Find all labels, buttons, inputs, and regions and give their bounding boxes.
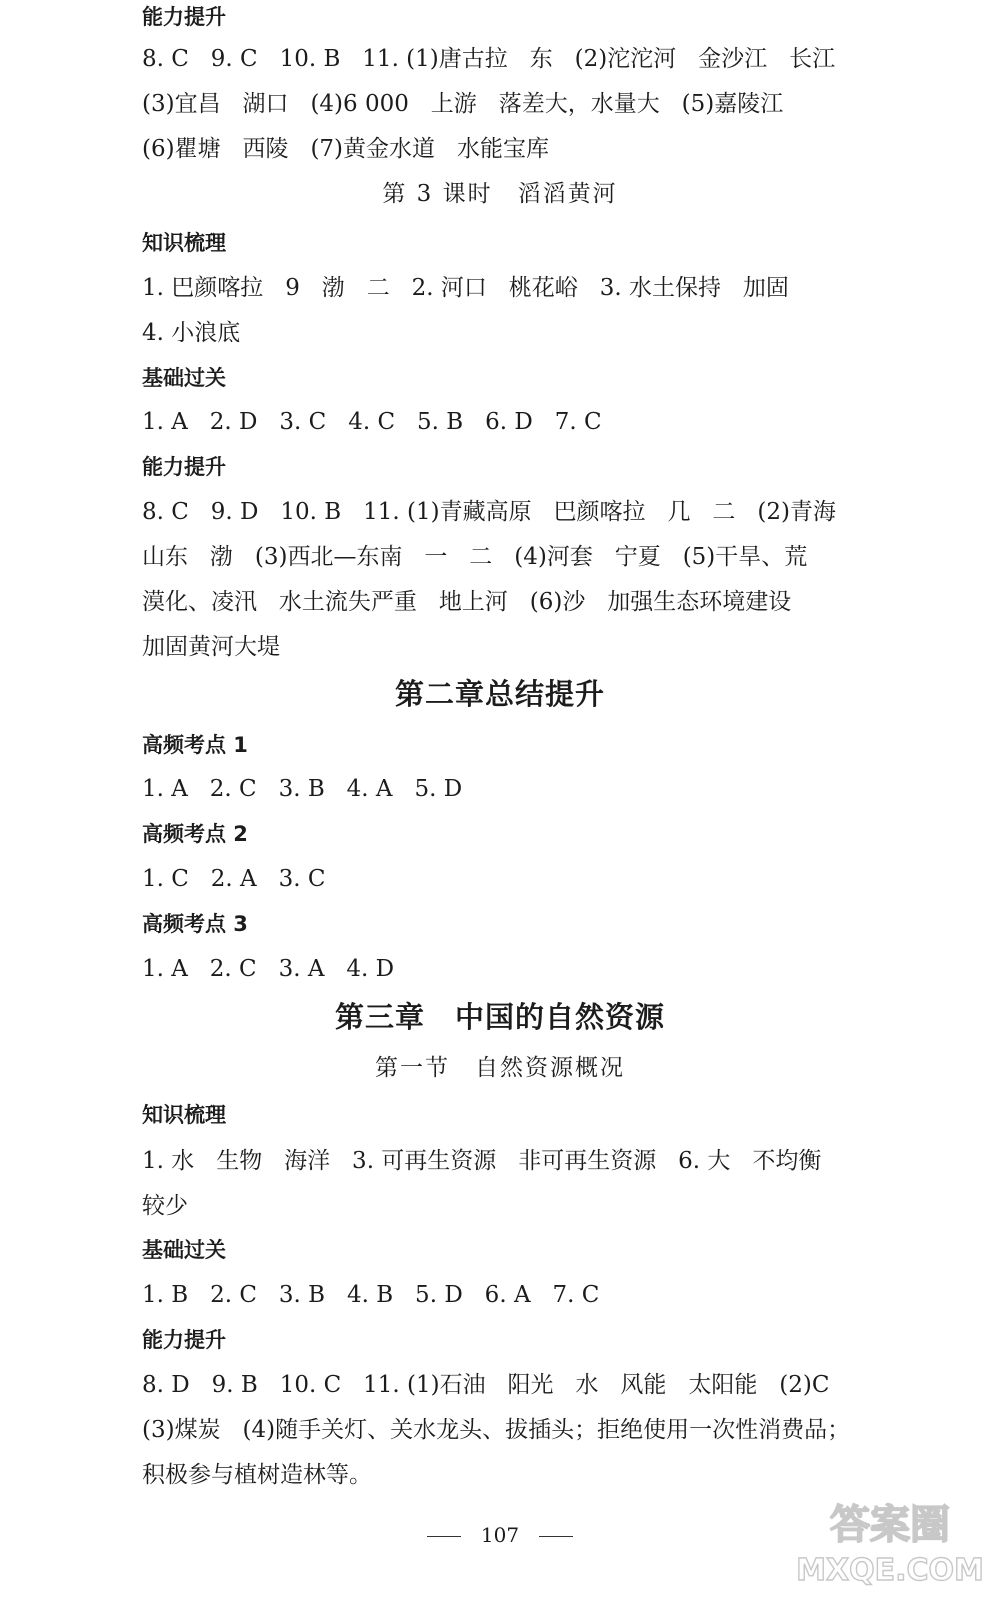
answer-line: 积极参与植树造林等。	[142, 1462, 372, 1488]
answer-line: (6)瞿塘 西陵 (7)黄金水道 水能宝库	[142, 136, 549, 162]
answer-line: 1. 巴颜喀拉 9 渤 二 2. 河口 桃花峪 3. 水土保持 加固	[142, 275, 789, 301]
answer-line: 1. A 2. C 3. A 4. D	[142, 956, 395, 982]
section-heading: 能力提升	[142, 1328, 226, 1352]
page-number: 107	[480, 1523, 520, 1547]
section-heading: 能力提升	[142, 5, 226, 29]
answer-line: (3)煤炭 (4)随手关灯、关水龙头、拔插头；拒绝使用一次性消费品；	[142, 1417, 851, 1443]
answer-line: 漠化、凌汛 水土流失严重 地上河 (6)沙 加强生态环境建设	[142, 589, 792, 615]
answer-line: 8. D 9. B 10. C 11. (1)石油 阳光 水 风能 太阳能 (2)C	[142, 1372, 830, 1398]
chapter-title: 第二章总结提升	[394, 677, 605, 711]
lesson-title: 第 3 课时 滔滔黄河	[382, 181, 618, 207]
answer-line: 1. A 2. C 3. B 4. A 5. D	[142, 776, 463, 802]
answer-line: 4. 小浪底	[142, 320, 241, 346]
section-title: 第一节 自然资源概况	[375, 1055, 625, 1081]
answer-line: (3)宜昌 湖口 (4)6 000 上游 落差大，水量大 (5)嘉陵江	[142, 91, 784, 117]
answer-line: 山东 渤 (3)西北—东南 一 二 (4)河套 宁夏 (5)干旱、荒	[142, 544, 808, 570]
section-heading: 能力提升	[142, 455, 226, 479]
watermark-logo	[795, 1488, 985, 1588]
answer-line: 8. C 9. D 10. B 11. (1)青藏高原 巴颜喀拉 几 二 (2)青海	[142, 499, 836, 525]
answer-line: 加固黄河大堤	[142, 634, 280, 660]
answer-line: 1. 水 生物 海洋 3. 可再生资源 非可再生资源 6. 大 不均衡	[142, 1148, 822, 1174]
footer-rule-right	[539, 1536, 573, 1537]
answer-line: 1. C 2. A 3. C	[142, 866, 326, 892]
section-heading: 高频考点 3	[142, 912, 248, 936]
section-heading: 基础过关	[142, 1238, 226, 1262]
watermark-text-bottom: MXQE.COM	[796, 1553, 984, 1588]
answer-line: 1. A 2. D 3. C 4. C 5. B 6. D 7. C	[142, 409, 602, 435]
section-heading: 知识梳理	[142, 1103, 226, 1127]
footer-rule-left	[427, 1536, 461, 1537]
section-heading: 高频考点 2	[142, 822, 248, 846]
section-heading: 基础过关	[142, 366, 226, 390]
answer-line: 8. C 9. C 10. B 11. (1)唐古拉 东 (2)沱沱河 金沙江 长江	[142, 46, 836, 72]
answer-line: 1. B 2. C 3. B 4. B 5. D 6. A 7. C	[142, 1282, 600, 1308]
section-heading: 知识梳理	[142, 231, 226, 255]
section-heading: 高频考点 1	[142, 733, 248, 757]
answer-line: 较少	[142, 1193, 188, 1219]
watermark-text-top: 答案圈	[830, 1502, 950, 1548]
chapter-title: 第三章 中国的自然资源	[334, 1000, 665, 1034]
